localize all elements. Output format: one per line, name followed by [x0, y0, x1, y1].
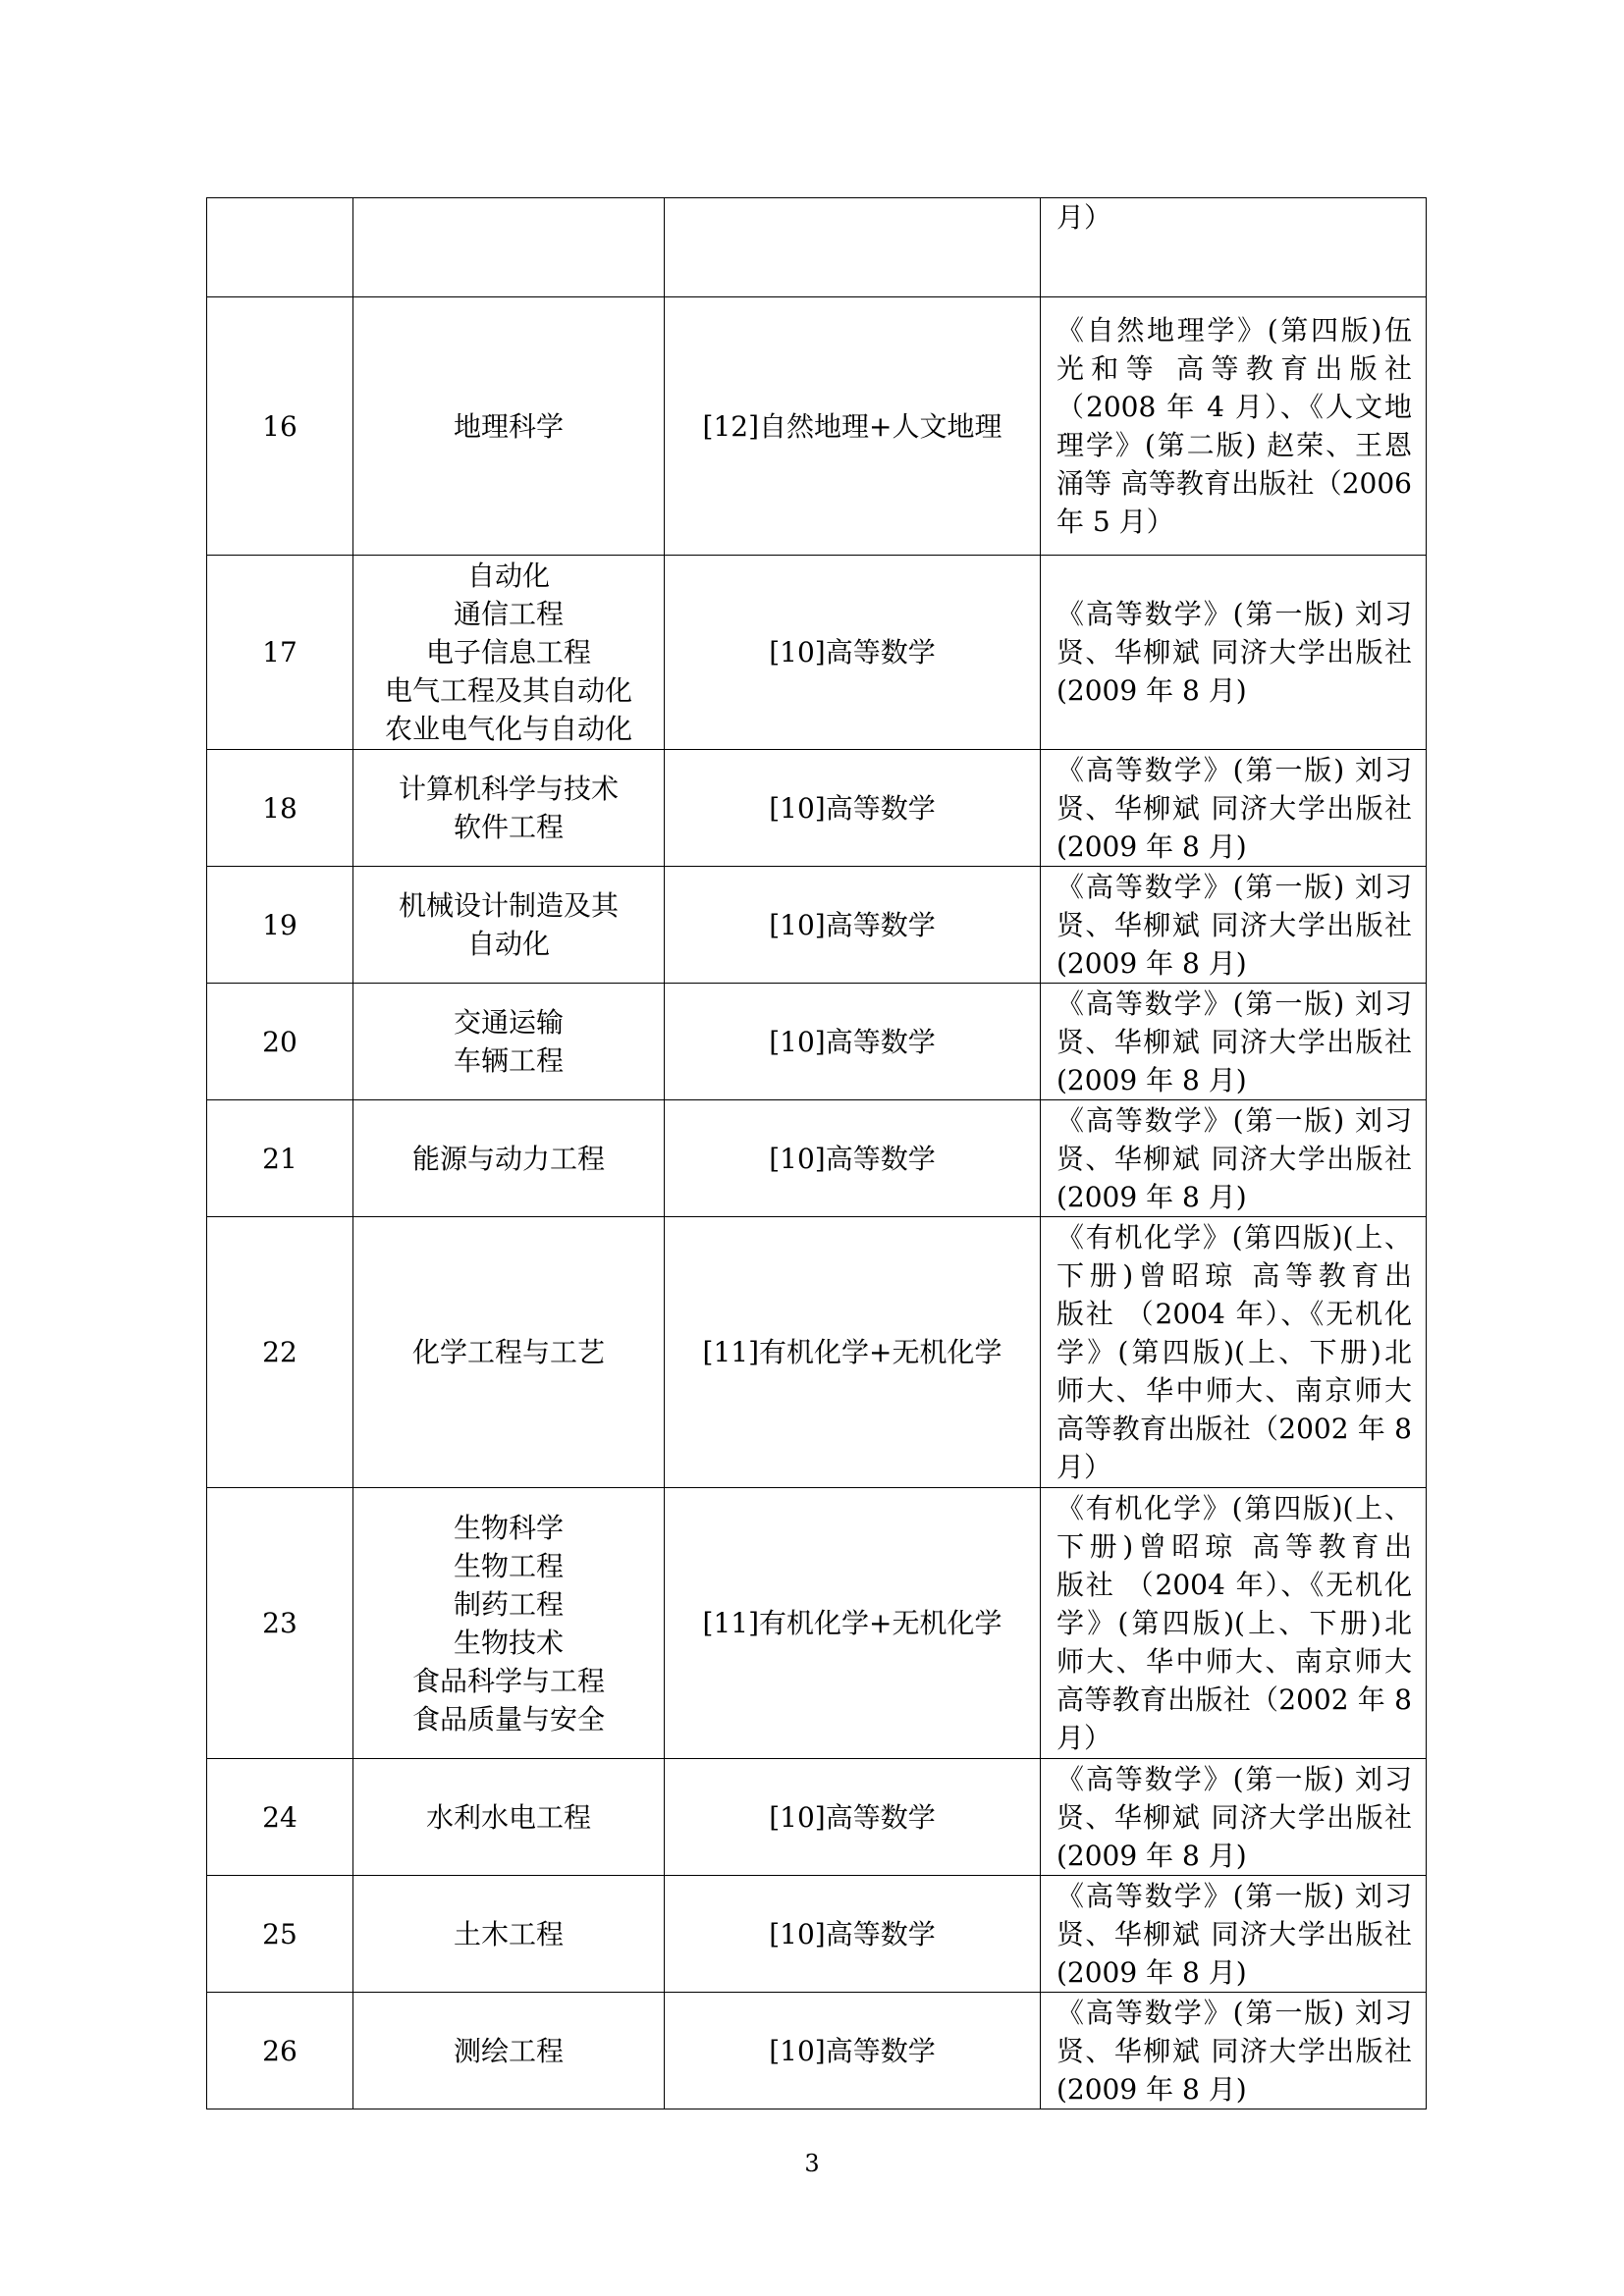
textbook-cell — [1041, 297, 1427, 556]
textbook-line: 学》(第四版)(上、下册)北 — [1056, 1336, 1412, 1368]
major-name: 生物工程 — [453, 1549, 564, 1582]
textbook-line: 学》(第四版)(上、下册)北 — [1056, 1607, 1412, 1639]
textbook-line: 高等教育出版社（2002 年 8 — [1056, 1683, 1412, 1716]
row-number — [207, 198, 353, 297]
textbook-cell — [1041, 984, 1427, 1100]
table-row — [207, 1876, 1427, 1993]
textbook-line: 《有机化学》(第四版)(上、 — [1056, 1221, 1412, 1254]
textbook-line: 《高等数学》(第一版) 刘习 — [1056, 1996, 1412, 2029]
textbook-line: 下册)曾昭琼 高等教育出 — [1056, 1259, 1412, 1292]
textbook-line: 贤、华柳斌 同济大学出版社 — [1056, 791, 1412, 825]
major-name: 自动化 — [466, 560, 550, 592]
row-number: 25 — [207, 1876, 353, 1993]
major-cell — [353, 984, 665, 1100]
major-cell — [353, 556, 665, 750]
textbook-line: (2009 年 8 月) — [1056, 829, 1247, 863]
textbook-line: 《高等数学》(第一版) 刘习 — [1056, 1762, 1412, 1795]
row-number: 17 — [207, 556, 353, 750]
table-row — [207, 198, 1427, 297]
table-row — [207, 1217, 1427, 1488]
major-name: 电气工程及其自动化 — [384, 674, 632, 707]
row-number: 16 — [207, 297, 353, 556]
textbook-line: (2009 年 8 月) — [1056, 1063, 1247, 1096]
major-name: 生物科学 — [453, 1511, 564, 1544]
textbook-line: 理学》(第二版) 赵荣、王恩 — [1056, 429, 1412, 461]
textbook-line: (2009 年 8 月) — [1056, 1955, 1247, 1989]
textbook-line: (2009 年 8 月) — [1056, 674, 1247, 707]
exam-subject: [10]高等数学 — [665, 556, 1041, 750]
textbook-line: 版社 （2004 年）、《无机化 — [1056, 1298, 1412, 1330]
major-name: 测绘工程 — [453, 2034, 564, 2067]
major-name: 车辆工程 — [453, 1044, 564, 1077]
row-number: 23 — [207, 1488, 353, 1759]
textbook-line: 贤、华柳斌 同济大学出版社 — [1056, 636, 1412, 668]
table-row — [207, 867, 1427, 984]
textbook-line: 贤、华柳斌 同济大学出版社 — [1056, 908, 1412, 941]
major-cell — [353, 1217, 665, 1488]
table-body — [207, 198, 1427, 2109]
exam-subject: [10]高等数学 — [665, 750, 1041, 867]
table-row — [207, 1759, 1427, 1876]
row-number: 21 — [207, 1100, 353, 1217]
major-cell — [353, 1876, 665, 1993]
textbook-line: 贤、华柳斌 同济大学出版社 — [1056, 1142, 1412, 1175]
textbook-cell — [1041, 750, 1427, 867]
major-name: 土木工程 — [453, 1917, 564, 1950]
textbook-line: (2009 年 8 月) — [1056, 2072, 1247, 2106]
exam-subject: [10]高等数学 — [665, 1876, 1041, 1993]
textbook-cell — [1041, 1488, 1427, 1759]
major-cell — [353, 750, 665, 867]
textbook-cell — [1041, 556, 1427, 750]
table-row — [207, 1100, 1427, 1217]
major-name: 化学工程与工艺 — [411, 1336, 605, 1368]
table-row — [207, 750, 1427, 867]
textbook-line: 光和等 高等教育出版社 — [1056, 352, 1412, 385]
exam-subject: [10]高等数学 — [665, 1993, 1041, 2109]
textbook-line: 涌等 高等教育出版社（2006 — [1056, 467, 1412, 500]
major-name: 食品质量与安全 — [411, 1702, 605, 1735]
table-row — [207, 1993, 1427, 2109]
textbook-line: 师大、华中师大、南京师大 — [1056, 1645, 1412, 1678]
exam-subject: [11]有机化学+无机化学 — [665, 1488, 1041, 1759]
major-cell — [353, 1488, 665, 1759]
textbook-cell — [1041, 1100, 1427, 1217]
exam-subject: [10]高等数学 — [665, 1100, 1041, 1217]
row-number: 20 — [207, 984, 353, 1100]
page-number: 3 — [804, 2150, 820, 2177]
textbook-table — [206, 197, 1427, 2109]
major-name: 农业电气化与自动化 — [384, 713, 632, 745]
textbook-line: 月） — [1056, 1451, 1112, 1483]
major-name: 食品科学与工程 — [411, 1664, 605, 1697]
textbook-line: 《高等数学》(第一版) 刘习 — [1056, 987, 1412, 1020]
exam-subject: [12]自然地理+人文地理 — [665, 297, 1041, 556]
textbook-cell — [1041, 867, 1427, 984]
textbook-cell — [1041, 1217, 1427, 1488]
table-row — [207, 297, 1427, 556]
textbook-line: 《高等数学》(第一版) 刘习 — [1056, 753, 1412, 786]
exam-subject: [11]有机化学+无机化学 — [665, 1217, 1041, 1488]
textbook-line: 贤、华柳斌 同济大学出版社 — [1056, 2034, 1412, 2067]
table-row — [207, 984, 1427, 1100]
major-name: 自动化 — [466, 928, 550, 960]
row-number: 26 — [207, 1993, 353, 2109]
exam-subject: [10]高等数学 — [665, 984, 1041, 1100]
exam-subject: [10]高等数学 — [665, 867, 1041, 984]
major-cell — [353, 198, 665, 297]
textbook-line: 月） — [1056, 201, 1112, 234]
major-cell — [353, 867, 665, 984]
textbook-line: 《高等数学》(第一版) 刘习 — [1056, 1879, 1412, 1912]
textbook-line: 师大、华中师大、南京师大 — [1056, 1374, 1412, 1407]
textbook-line: (2009 年 8 月) — [1056, 1180, 1247, 1213]
row-number: 22 — [207, 1217, 353, 1488]
major-name: 地理科学 — [453, 409, 564, 443]
textbook-line: 《有机化学》(第四版)(上、 — [1056, 1492, 1412, 1524]
textbook-line: 《高等数学》(第一版) 刘习 — [1056, 598, 1412, 630]
major-cell — [353, 297, 665, 556]
exam-subject: [10]高等数学 — [665, 1759, 1041, 1876]
textbook-line: 《高等数学》(第一版) 刘习 — [1056, 1103, 1412, 1137]
textbook-line: 版社 （2004 年）、《无机化 — [1056, 1569, 1412, 1601]
major-name: 制药工程 — [453, 1587, 564, 1621]
row-number: 18 — [207, 750, 353, 867]
major-name: 水利水电工程 — [425, 1800, 591, 1834]
row-number: 24 — [207, 1759, 353, 1876]
textbook-line: 贤、华柳斌 同济大学出版社 — [1056, 1800, 1412, 1834]
textbook-line: 贤、华柳斌 同济大学出版社 — [1056, 1917, 1412, 1950]
textbook-line: 高等教育出版社（2002 年 8 — [1056, 1413, 1412, 1445]
textbook-line: 《高等数学》(第一版) 刘习 — [1056, 870, 1412, 903]
major-cell — [353, 1100, 665, 1217]
textbook-cell — [1041, 1876, 1427, 1993]
textbook-line: 《自然地理学》(第四版)伍 — [1056, 314, 1412, 347]
major-cell — [353, 1759, 665, 1876]
exam-subject — [665, 198, 1041, 297]
textbook-cell — [1041, 198, 1427, 297]
textbook-line: (2009 年 8 月) — [1056, 946, 1247, 980]
textbook-cell — [1041, 1993, 1427, 2109]
major-name: 软件工程 — [453, 811, 564, 843]
major-name: 机械设计制造及其 — [398, 889, 619, 922]
textbook-line: (2009 年 8 月) — [1056, 1839, 1247, 1872]
textbook-line: （2008 年 4 月）、《人文地 — [1056, 391, 1412, 423]
major-name: 计算机科学与技术 — [398, 773, 619, 805]
table-row — [207, 1488, 1427, 1759]
row-number: 19 — [207, 867, 353, 984]
major-name: 生物技术 — [453, 1626, 564, 1659]
textbook-line: 年 5 月） — [1056, 506, 1174, 538]
major-name: 能源与动力工程 — [411, 1142, 605, 1175]
major-name: 交通运输 — [453, 1006, 564, 1039]
textbook-cell — [1041, 1759, 1427, 1876]
table-row — [207, 556, 1427, 750]
major-name: 电子信息工程 — [425, 636, 591, 668]
major-cell — [353, 1993, 665, 2109]
major-name: 通信工程 — [453, 598, 564, 630]
textbook-line: 贤、华柳斌 同济大学出版社 — [1056, 1025, 1412, 1058]
textbook-line: 月） — [1056, 1722, 1112, 1754]
textbook-line: 下册)曾昭琼 高等教育出 — [1056, 1530, 1412, 1563]
